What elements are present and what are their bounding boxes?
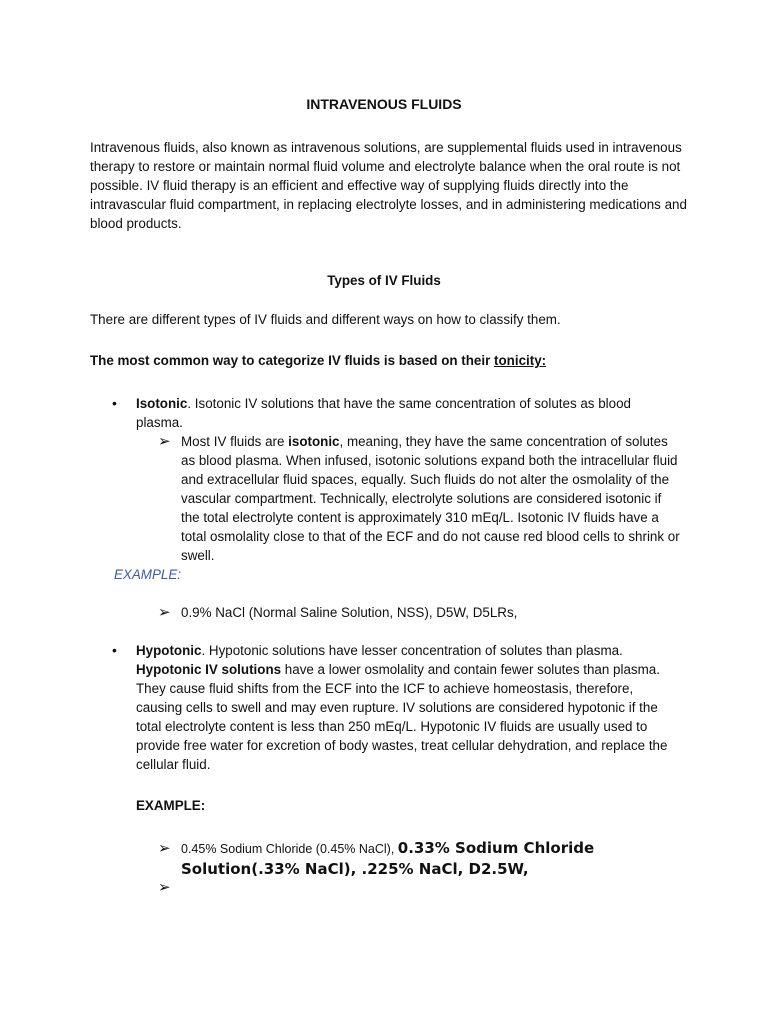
classification-sentence [90,351,690,370]
arrow-bullet-icon: ➢ [158,878,171,896]
isotonic-detail [181,432,681,565]
isotonic-detail-rest: , meaning, they have the same concentration of solutes as blood plasma. When infused, isotonic solutions expand both the intracellular fluid and extracellular fluid spaces, equally. Such fluids do not alter the osmolality of the vascular compartment. Technically, electrolyte solutions are considered isotonic if the total electrolyte content is approximately 310 mEq/L. Isotonic IV fluids have a total osmolality close to that of the ECF and do not cause red blood cells to shrink or swell. [181,434,680,563]
isotonic-detail-bold: isotonic [288,434,340,449]
isotonic-example-label: EXAMPLE: [114,567,181,582]
hypotonic-example-big: 0.33% Sodium Chloride Solution(.33% NaCl), .225% NaCl, D2.5W, [181,839,595,878]
bullet-icon: • [112,642,117,658]
hypotonic-definition: . Hypotonic solutions have lesser concentration of solutes than plasma. [201,643,623,658]
hypotonic-example-small: 0.45% Sodium Chloride (0.45% NaCl), [181,842,398,856]
hypotonic-term: Hypotonic [136,643,202,658]
hypotonic-bold-phrase: Hypotonic IV solutions [136,662,282,677]
section-title: Types of IV Fluids [327,273,441,288]
document-title: INTRAVENOUS FLUIDS [306,96,462,112]
hypotonic-rest: have a lower osmolality and contain fewer solutes than plasma. They cause fluid shifts from the ECF into the ICF to achieve homeostasis, therefore, causing cells to swell and may even rupture. IV solutions are considered hypotonic if the total electrolyte content is less than 250 mEq/L. Hypotonic IV fluids are usually used to provide free water for excretion of body wastes, treat cellular dehydration, and replace the cellular fluid. [136,662,668,772]
classification-prefix: The most common way to categorize IV fluids is based on their [90,353,495,368]
hypotonic-example-text [181,838,641,880]
arrow-bullet-icon: ➢ [158,603,171,621]
arrow-bullet-icon: ➢ [158,432,171,450]
isotonic-detail-prefix: Most IV fluids are [181,434,289,449]
isotonic-term: Isotonic [136,396,188,411]
hypotonic-example-label: EXAMPLE: [136,798,206,813]
types-sentence: There are different types of IV fluids and different ways on how to classify them. [90,312,561,327]
isotonic-definition: . Isotonic IV solutions that have the same concentration of solutes as blood plasma. [136,396,631,430]
isotonic-bullet [136,394,666,432]
intro-paragraph: Intravenous fluids, also known as intravenous solutions, are supplemental fluids used in intravenous therapy to restore or maintain normal fluid volume and electrolyte balance when the oral route is not possible. IV fluid therapy is an efficient and effective way of supplying fluids directly into the intravascular fluid compartment, in replacing electrolyte losses, and in administering medications and blood products. [90,140,687,231]
bullet-icon: • [112,395,117,411]
isotonic-example-text: 0.9% NaCl (Normal Saline Solution, NSS), D5W, D5LRs, [181,605,518,620]
hypotonic-bullet [136,641,681,774]
tonicity-link-text: tonicity: [494,353,547,368]
arrow-bullet-icon: ➢ [158,839,171,857]
